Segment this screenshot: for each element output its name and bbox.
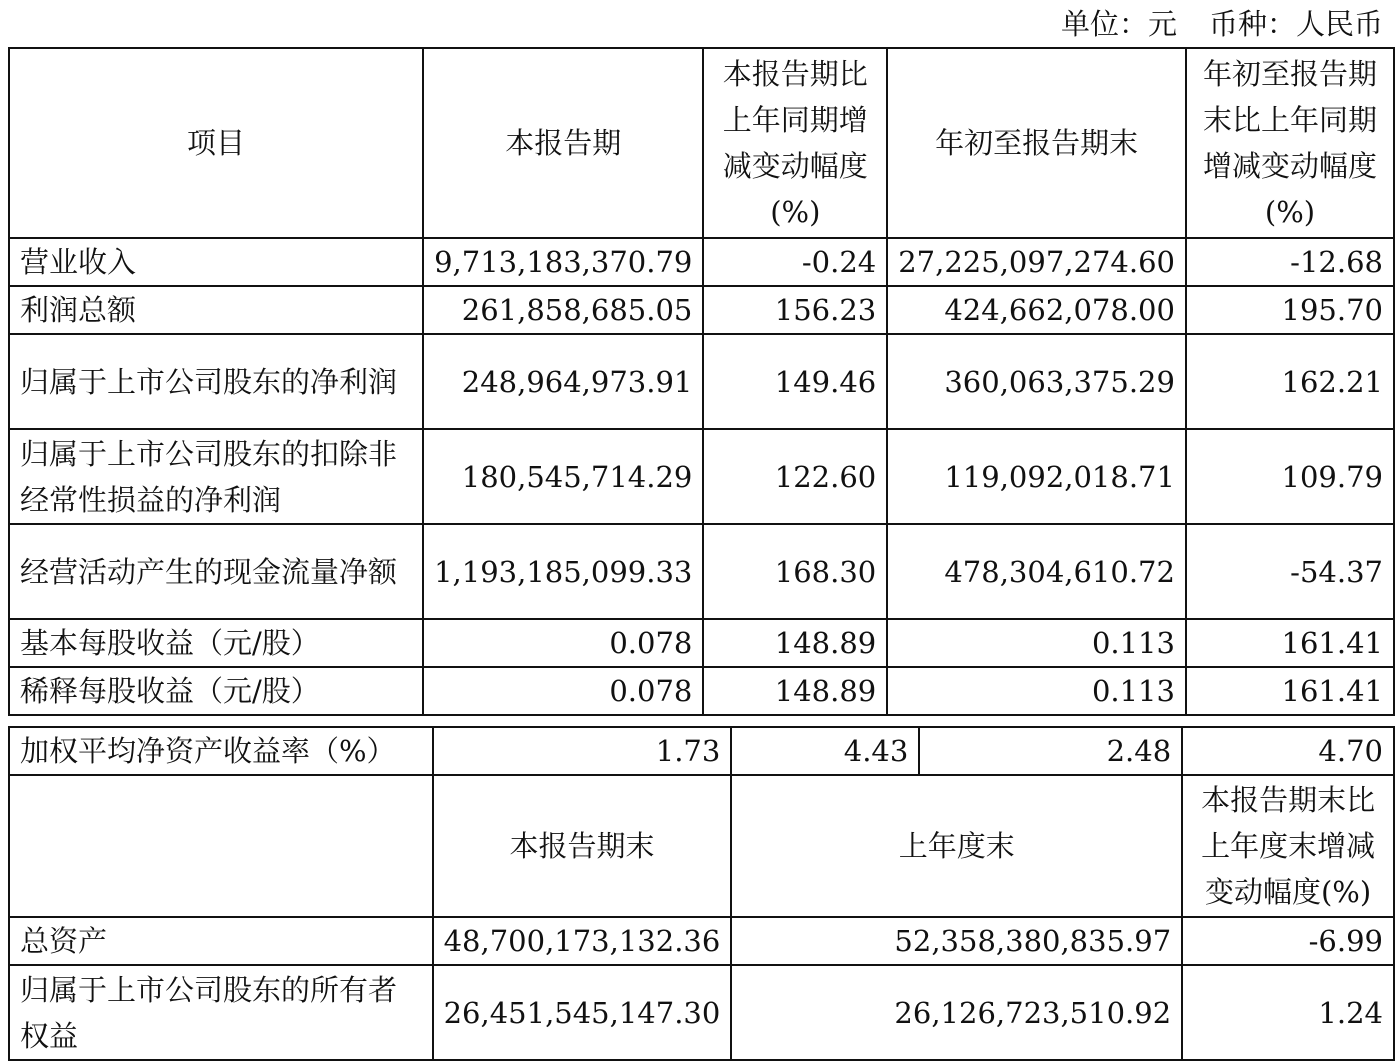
row-current-change: 148.89	[703, 667, 887, 715]
table-header-row	[9, 775, 1394, 917]
row-item: 归属于上市公司股东的所有者权益	[9, 965, 433, 1060]
row-current: 1.73	[433, 727, 732, 775]
row-ytd-change: 161.41	[1186, 667, 1394, 715]
header-current-period: 本报告期	[423, 48, 703, 238]
table-row-roe	[9, 727, 1394, 775]
table-row	[9, 619, 1394, 667]
row-item: 营业收入	[9, 238, 423, 286]
row-current-change: 148.89	[703, 619, 887, 667]
row-current-change: -0.24	[703, 238, 887, 286]
row-current: 0.078	[423, 667, 703, 715]
row-period-end: 26,451,545,147.30	[433, 965, 732, 1060]
header-ytd: 年初至报告期末	[887, 48, 1186, 238]
row-ytd: 424,662,078.00	[887, 286, 1186, 334]
row-change: -6.99	[1182, 917, 1394, 965]
table-row	[9, 667, 1394, 715]
row-current-change: 149.46	[703, 334, 887, 429]
row-prior-year-end: 52,358,380,835.97	[731, 917, 1182, 965]
row-ytd-change: 161.41	[1186, 619, 1394, 667]
row-ytd-change: 109.79	[1186, 429, 1394, 524]
table-row	[9, 334, 1394, 429]
table-row	[9, 286, 1394, 334]
row-current: 261,858,685.05	[423, 286, 703, 334]
row-ytd-change: -54.37	[1186, 524, 1394, 619]
row-ytd: 2.48	[919, 727, 1182, 775]
unit-label: 单位：元	[1060, 7, 1177, 41]
row-current: 248,964,973.91	[423, 334, 703, 429]
row-ytd: 0.113	[887, 619, 1186, 667]
row-ytd-change: 162.21	[1186, 334, 1394, 429]
table-row	[9, 917, 1394, 965]
row-current-change: 4.43	[731, 727, 919, 775]
unit-currency-line	[1061, 4, 1383, 44]
row-current-change: 122.60	[703, 429, 887, 524]
row-current: 1,193,185,099.33	[423, 524, 703, 619]
currency-label: 币种：人民币	[1208, 7, 1383, 41]
row-current: 9,713,183,370.79	[423, 238, 703, 286]
table-header-row	[9, 48, 1394, 238]
table-row	[9, 965, 1394, 1060]
row-current: 180,545,714.29	[423, 429, 703, 524]
main-financial-data-table	[8, 47, 1395, 716]
row-ytd: 27,225,097,274.60	[887, 238, 1186, 286]
row-ytd-change: 4.70	[1182, 727, 1394, 775]
header-ytd-change: 年初至报告期末比上年同期增减变动幅度(%)	[1186, 48, 1394, 238]
row-period-end: 48,700,173,132.36	[433, 917, 732, 965]
row-ytd-change: 195.70	[1186, 286, 1394, 334]
row-item: 总资产	[9, 917, 433, 965]
row-ytd-change: -12.68	[1186, 238, 1394, 286]
table-row	[9, 429, 1394, 524]
header-item: 项目	[9, 48, 423, 238]
header-change: 本报告期末比上年度末增减变动幅度(%)	[1182, 775, 1394, 917]
table-row	[9, 238, 1394, 286]
row-ytd: 0.113	[887, 667, 1186, 715]
row-current-change: 156.23	[703, 286, 887, 334]
row-ytd: 478,304,610.72	[887, 524, 1186, 619]
row-ytd: 119,092,018.71	[887, 429, 1186, 524]
row-change: 1.24	[1182, 965, 1394, 1060]
row-ytd: 360,063,375.29	[887, 334, 1186, 429]
row-current: 0.078	[423, 619, 703, 667]
header-prior-year-end: 上年度末	[731, 775, 1182, 917]
balance-sheet-data-table	[8, 726, 1395, 1061]
row-item: 利润总额	[9, 286, 423, 334]
row-current-change: 168.30	[703, 524, 887, 619]
table-row	[9, 524, 1394, 619]
row-item: 稀释每股收益（元/股）	[9, 667, 423, 715]
header-current-change: 本报告期比上年同期增减变动幅度(%)	[703, 48, 887, 238]
header-item-blank	[9, 775, 433, 917]
row-item: 归属于上市公司股东的净利润	[9, 334, 423, 429]
row-item: 加权平均净资产收益率（%）	[9, 727, 433, 775]
header-period-end: 本报告期末	[433, 775, 732, 917]
row-prior-year-end: 26,126,723,510.92	[731, 965, 1182, 1060]
row-item: 经营活动产生的现金流量净额	[9, 524, 423, 619]
row-item: 归属于上市公司股东的扣除非经常性损益的净利润	[9, 429, 423, 524]
row-item: 基本每股收益（元/股）	[9, 619, 423, 667]
